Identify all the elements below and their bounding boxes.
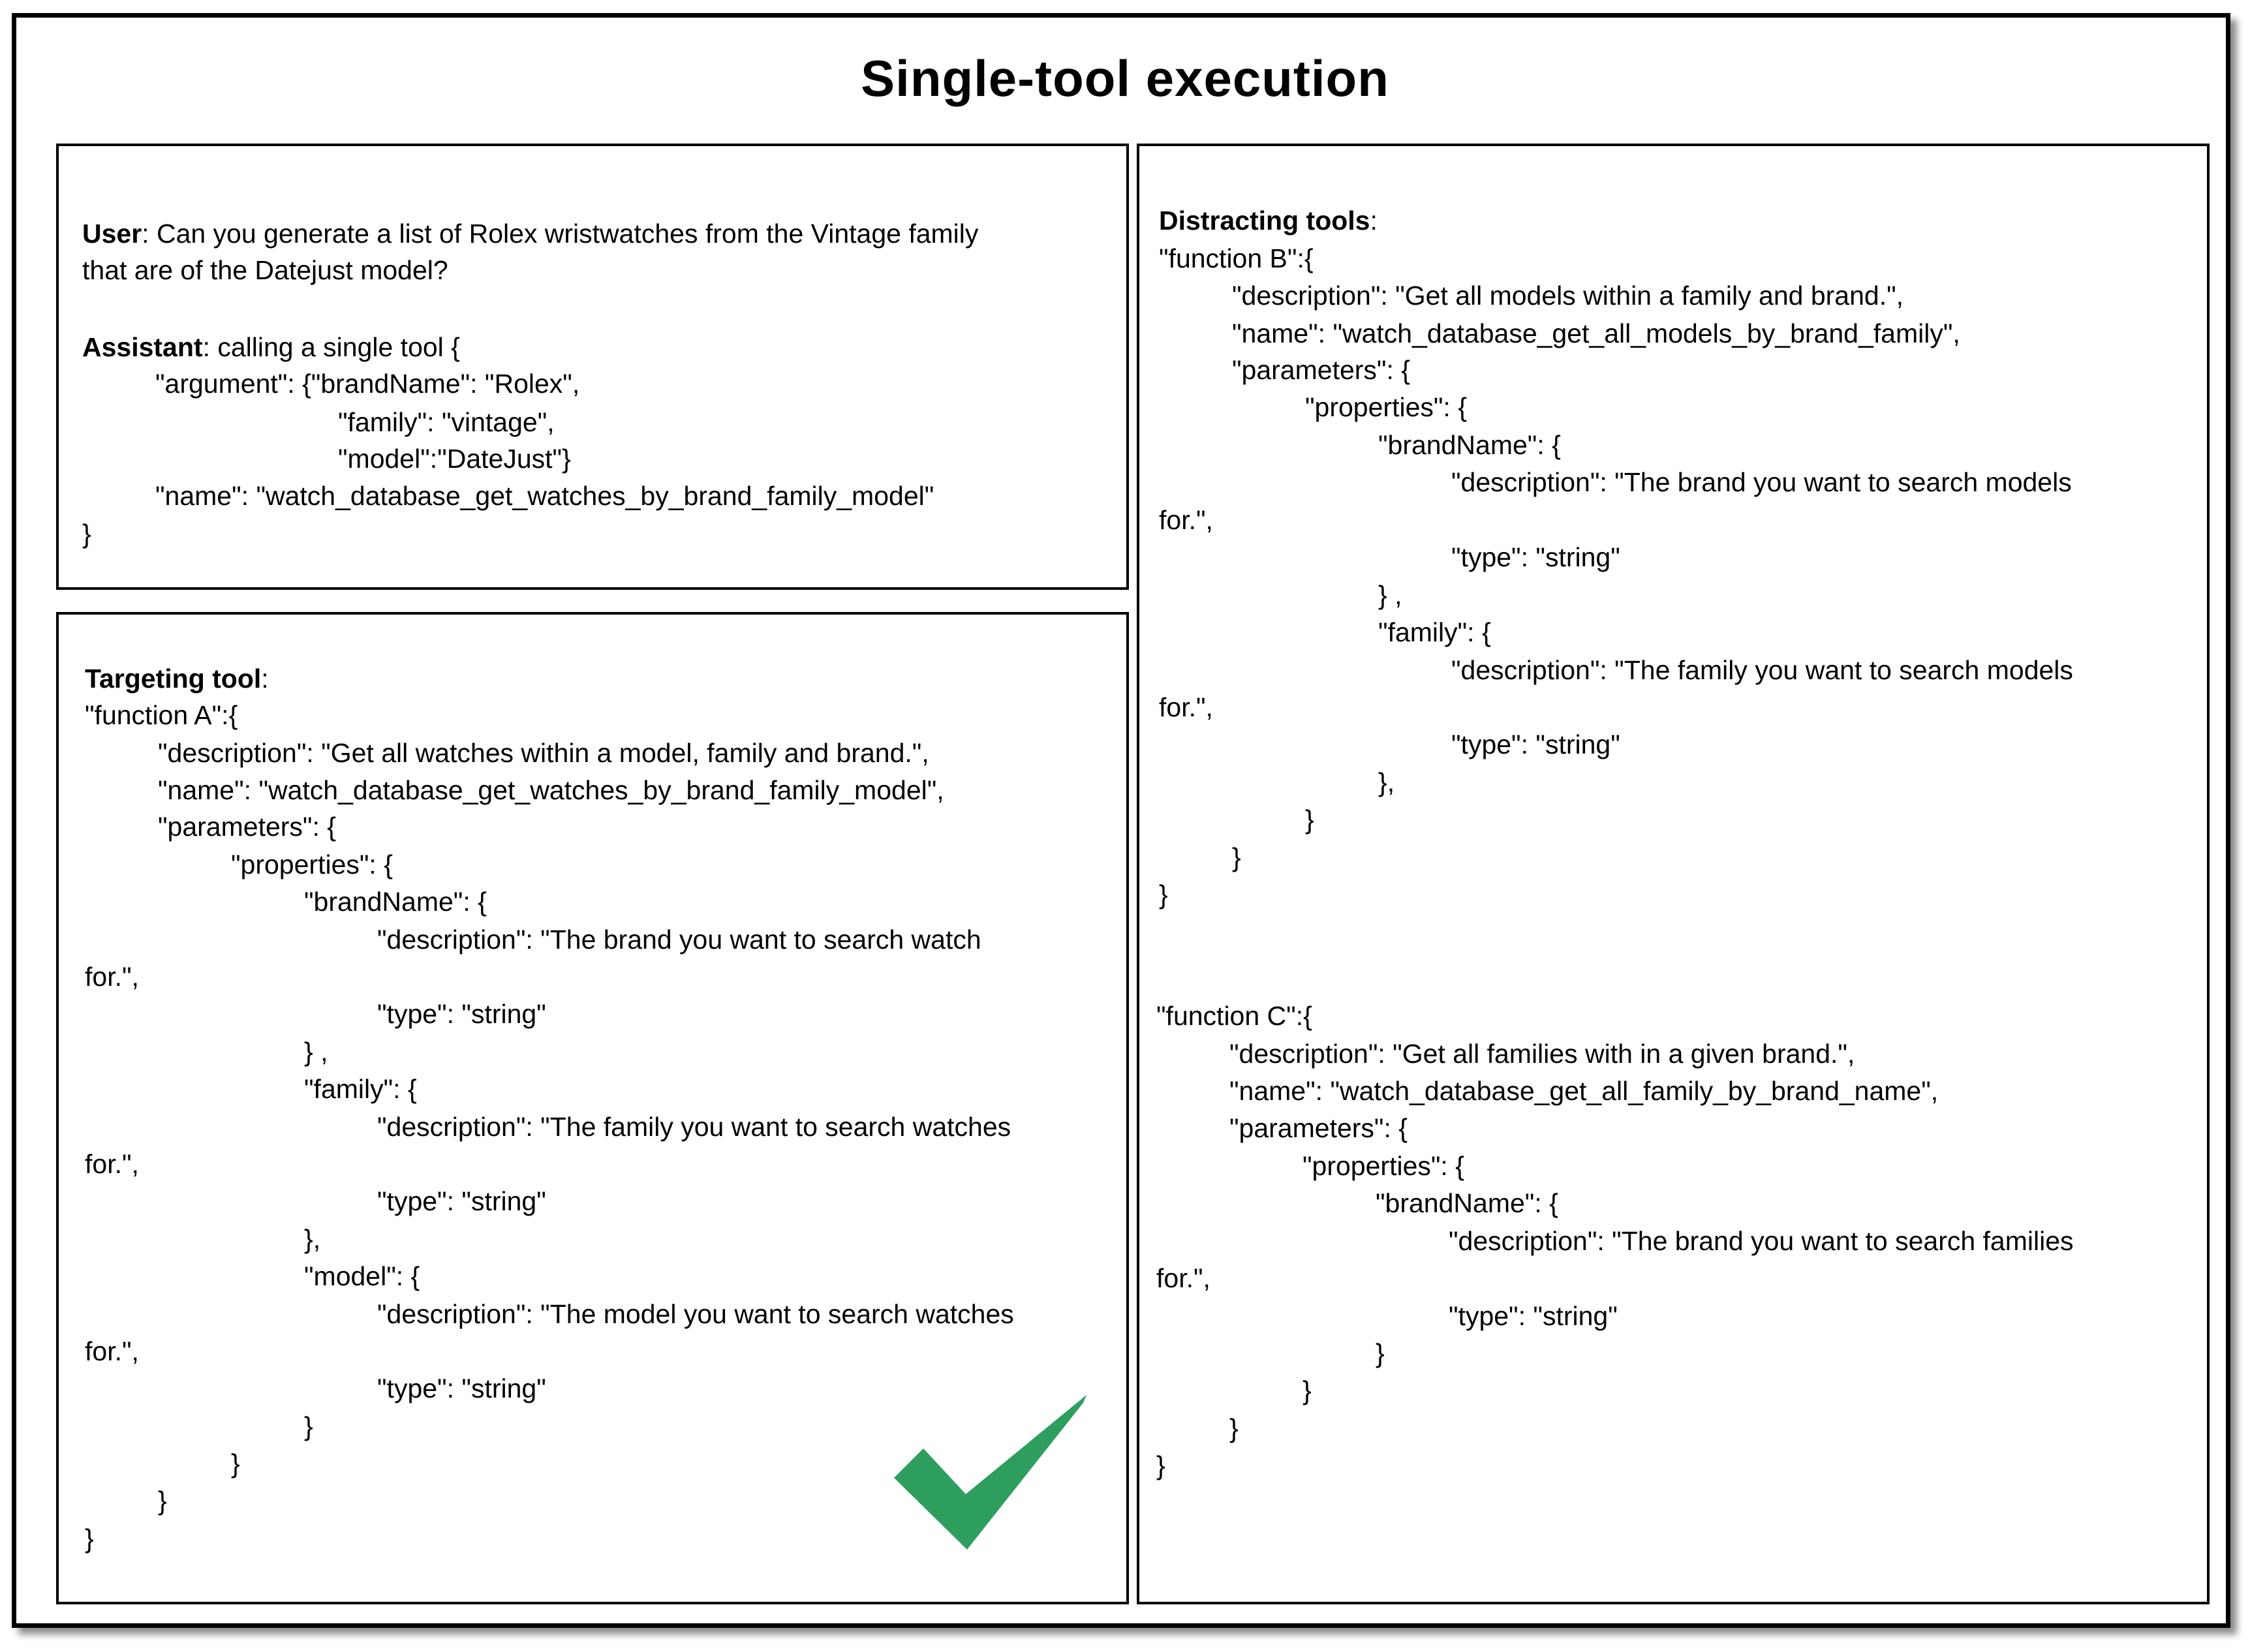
function-a-family-close: }, bbox=[304, 1224, 321, 1254]
function-c-open: "function C":{ bbox=[1156, 1001, 1312, 1031]
checkmark-icon bbox=[887, 1390, 1096, 1553]
function-b-properties-close: } bbox=[1305, 804, 1314, 834]
function-b-brandname-description-wrap: for.", bbox=[1159, 505, 1213, 535]
function-b-open: "function B":{ bbox=[1159, 243, 1314, 273]
conversation-panel bbox=[56, 144, 1129, 590]
function-a-model: "model": { bbox=[304, 1261, 420, 1291]
function-a-properties: "properties": { bbox=[231, 849, 393, 880]
function-a-open: "function A":{ bbox=[85, 700, 238, 730]
function-a-description: "description": "Get all watches within a model, family and brand.", bbox=[158, 738, 929, 768]
function-a-name: "name": "watch_database_get_watches_by_brand_family_model", bbox=[158, 775, 944, 805]
assistant-argument-model: "model":"DateJust"} bbox=[338, 444, 571, 474]
assistant-tool-name: "name": "watch_database_get_watches_by_brand_family_model" bbox=[155, 481, 934, 511]
function-b-family-description-wrap: for.", bbox=[1159, 692, 1213, 722]
distracting-heading bbox=[1159, 202, 1378, 239]
function-a-model-description: "description": "The model you want to search watches bbox=[377, 1299, 1014, 1329]
function-c-brandname-description-wrap: for.", bbox=[1156, 1263, 1210, 1293]
targeting-label: Targeting tool bbox=[85, 664, 262, 694]
function-c-parameters-close: } bbox=[1229, 1413, 1239, 1443]
function-b-close: } bbox=[1159, 880, 1168, 910]
function-a-parameters-close: } bbox=[158, 1486, 167, 1516]
function-c-description: "description": "Get all families with in a given brand.", bbox=[1229, 1039, 1855, 1069]
user-line bbox=[82, 215, 978, 252]
function-b-parameters: "parameters": { bbox=[1232, 355, 1410, 385]
function-c-close: } bbox=[1156, 1450, 1165, 1480]
function-b-name: "name": "watch_database_get_all_models_by_brand_family", bbox=[1232, 318, 1960, 348]
function-b-parameters-close: } bbox=[1232, 842, 1241, 872]
function-a-family-type: "type": "string" bbox=[377, 1186, 546, 1216]
assistant-label: Assistant bbox=[82, 332, 203, 362]
user-message-part2: that are of the Datejust model? bbox=[82, 255, 448, 285]
function-a-model-type: "type": "string" bbox=[377, 1373, 546, 1403]
assistant-line bbox=[82, 329, 460, 365]
function-a-family-description-wrap: for.", bbox=[85, 1149, 139, 1179]
function-c-brandname-type: "type": "string" bbox=[1449, 1301, 1618, 1331]
function-b-brandname: "brandName": { bbox=[1378, 430, 1561, 460]
function-a-properties-close: } bbox=[231, 1448, 240, 1478]
function-a-model-close: } bbox=[304, 1411, 313, 1441]
function-b-family-close: }, bbox=[1378, 767, 1395, 797]
user-label: User bbox=[82, 219, 142, 249]
distracting-tools-panel bbox=[1137, 144, 2210, 1604]
assistant-close-brace: } bbox=[82, 519, 91, 549]
function-b-family-type: "type": "string" bbox=[1451, 729, 1620, 759]
assistant-argument-family: "family": "vintage", bbox=[338, 407, 555, 437]
function-c-brandname: "brandName": { bbox=[1376, 1188, 1558, 1218]
targeting-heading bbox=[85, 660, 269, 697]
function-b-family: "family": { bbox=[1378, 617, 1491, 647]
function-a-close: } bbox=[85, 1523, 94, 1553]
function-a-family-description: "description": "The family you want to search watches bbox=[377, 1112, 1011, 1142]
function-a-family: "family": { bbox=[304, 1074, 417, 1104]
function-c-brandname-description: "description": "The brand you want to search families bbox=[1449, 1226, 2074, 1256]
function-b-family-description: "description": "The family you want to search models bbox=[1451, 655, 2073, 685]
assistant-argument-brand: "argument": {"brandName": "Rolex", bbox=[155, 369, 580, 399]
function-a-brandname-close: } , bbox=[304, 1037, 328, 1067]
function-b-brandname-close: } , bbox=[1378, 580, 1402, 610]
function-b-description: "description": "Get all models within a family and brand.", bbox=[1232, 281, 1904, 311]
function-a-brandname-description: "description": "The brand you want to search watch bbox=[377, 925, 981, 955]
function-c-properties: "properties": { bbox=[1302, 1151, 1464, 1181]
distracting-colon: : bbox=[1370, 206, 1378, 236]
function-c-brandname-close: } bbox=[1376, 1338, 1385, 1368]
user-message-part1: : Can you generate a list of Rolex wristwatches from the Vintage family bbox=[142, 219, 979, 249]
function-b-brandname-type: "type": "string" bbox=[1451, 542, 1620, 572]
function-c-properties-close: } bbox=[1302, 1375, 1312, 1405]
diagram-title: Single-tool execution bbox=[861, 50, 1389, 107]
function-b-brandname-description: "description": "The brand you want to search models bbox=[1451, 467, 2072, 497]
function-c-parameters: "parameters": { bbox=[1229, 1113, 1408, 1143]
function-a-brandname: "brandName": { bbox=[304, 887, 487, 917]
function-b-properties: "properties": { bbox=[1305, 392, 1467, 422]
function-a-brandname-type: "type": "string" bbox=[377, 999, 546, 1029]
distracting-label: Distracting tools bbox=[1159, 206, 1370, 236]
function-a-model-description-wrap: for.", bbox=[85, 1336, 139, 1366]
function-a-parameters: "parameters": { bbox=[158, 812, 336, 842]
targeting-colon: : bbox=[261, 664, 269, 694]
assistant-call: : calling a single tool { bbox=[202, 332, 460, 362]
function-a-brandname-description-wrap: for.", bbox=[85, 962, 139, 992]
function-c-name: "name": "watch_database_get_all_family_by_brand_name", bbox=[1229, 1076, 1939, 1106]
